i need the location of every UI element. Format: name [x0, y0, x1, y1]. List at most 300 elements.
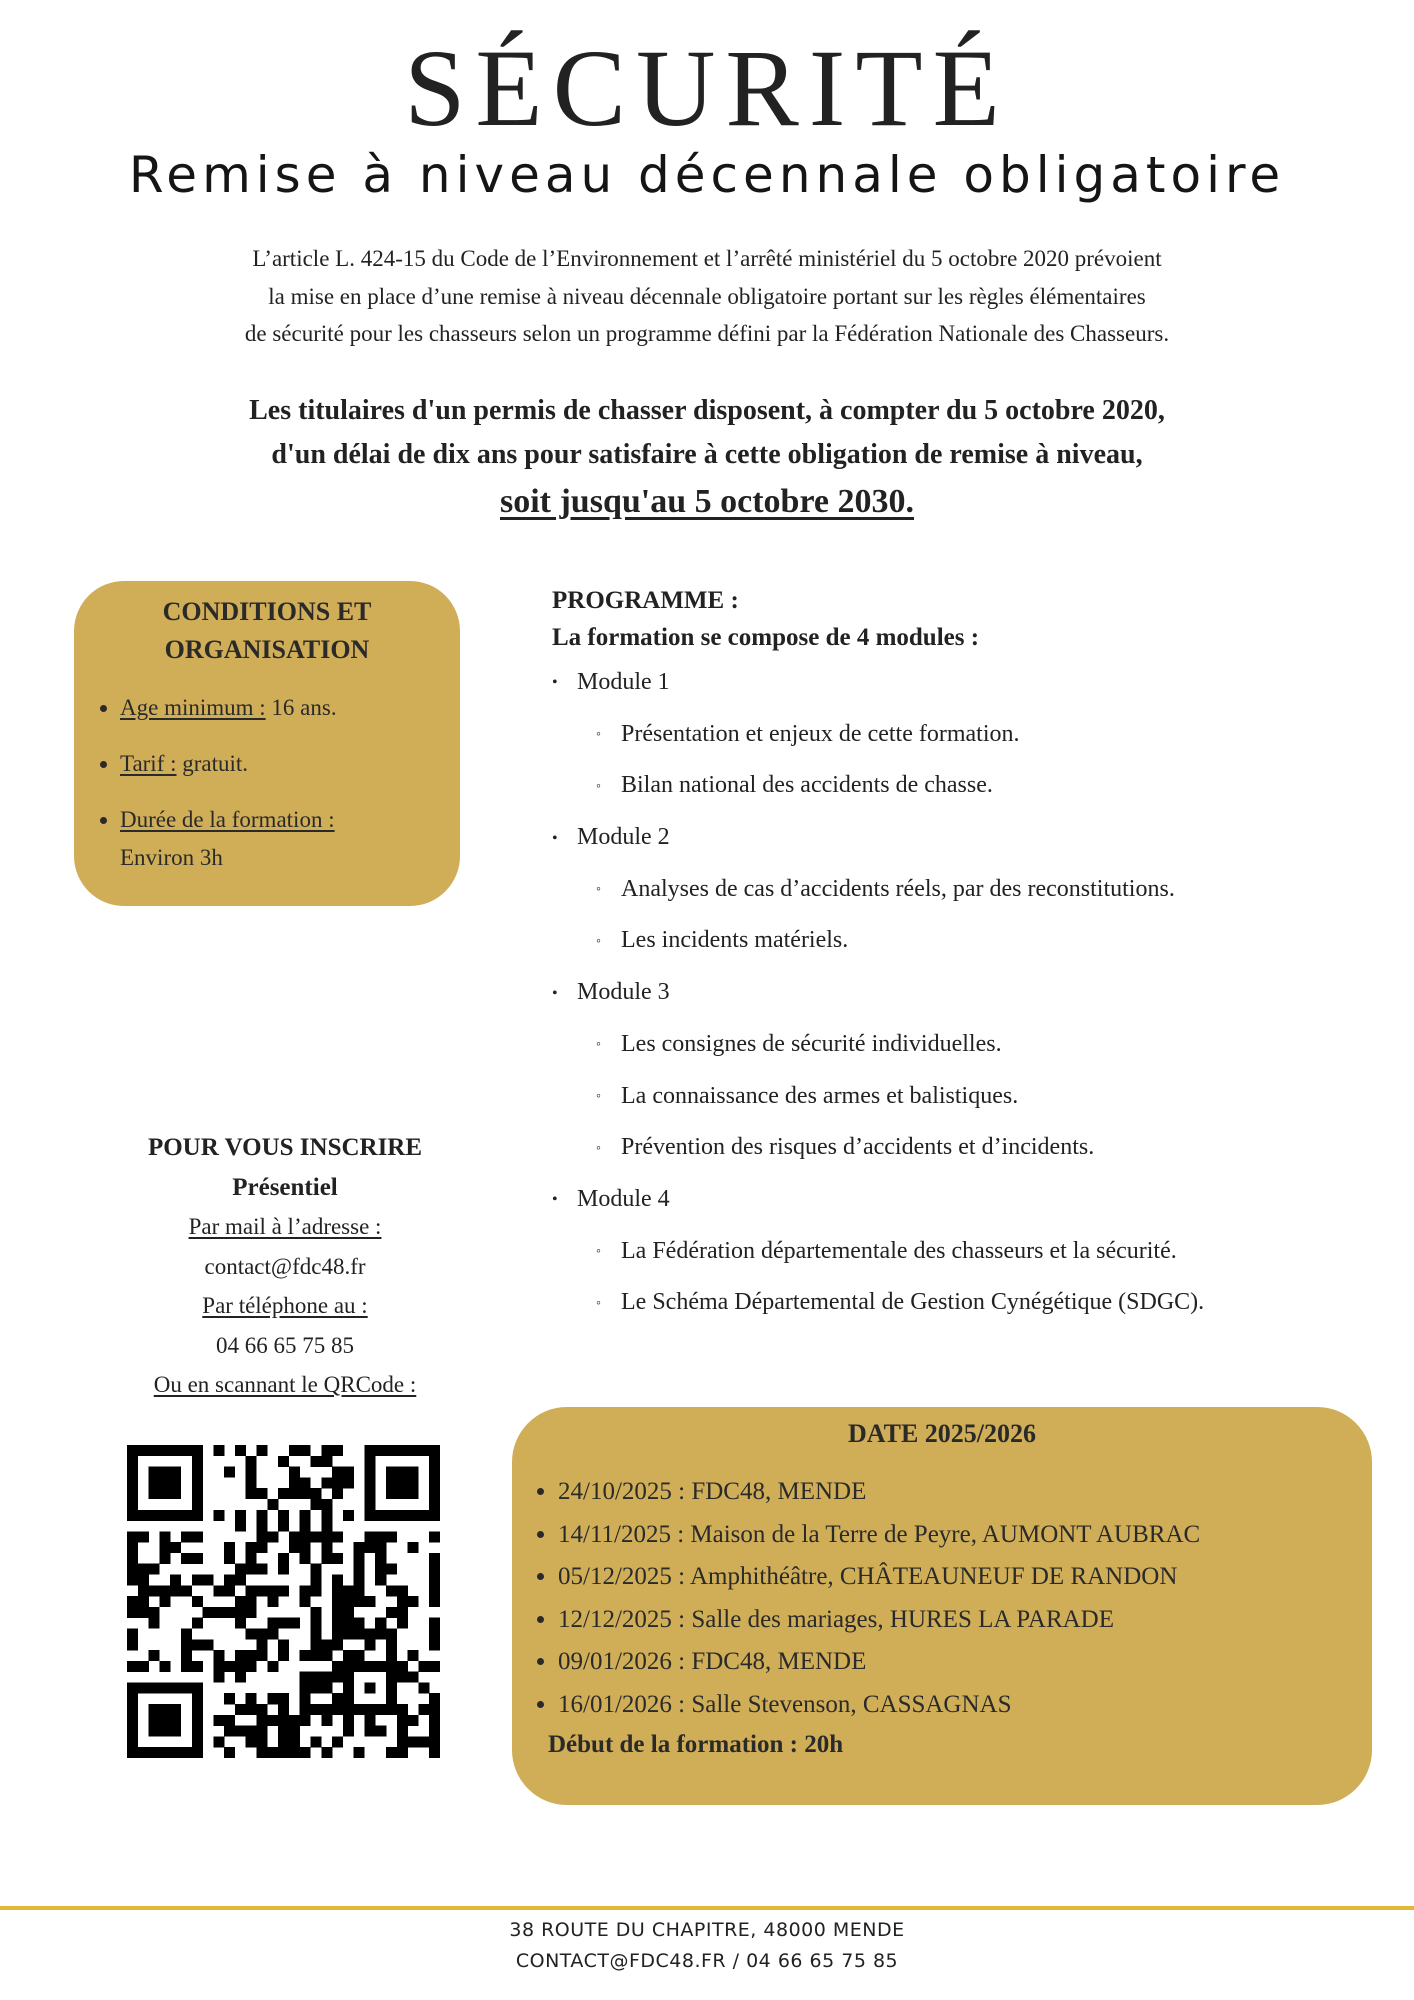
qr-module	[408, 1596, 419, 1607]
qr-module	[386, 1607, 397, 1618]
qr-module	[289, 1488, 300, 1499]
module-item	[552, 663, 1372, 715]
qr-module	[310, 1618, 321, 1629]
qr-module	[321, 1477, 332, 1488]
qr-module	[354, 1650, 365, 1661]
qr-module	[149, 1607, 160, 1618]
qr-module	[159, 1510, 170, 1521]
qr-module	[127, 1553, 138, 1564]
qr-module	[192, 1445, 203, 1456]
qr-module	[343, 1467, 354, 1478]
qr-module	[332, 1672, 343, 1683]
qr-module	[267, 1596, 278, 1607]
qr-module	[310, 1682, 321, 1693]
qr-module	[332, 1445, 343, 1456]
qr-module	[267, 1693, 278, 1704]
qr-module	[386, 1682, 397, 1693]
qr-module	[375, 1661, 386, 1672]
qr-module	[364, 1628, 375, 1639]
qr-module	[127, 1596, 138, 1607]
qr-module	[246, 1542, 257, 1553]
qr-module	[278, 1618, 289, 1629]
qr-module	[213, 1661, 224, 1672]
session-item: • 24/10/2025 : FDC48, MENDE	[558, 1471, 1200, 1514]
qr-module	[375, 1510, 386, 1521]
qr-module	[192, 1510, 203, 1521]
intro-paragraph	[100, 240, 1314, 353]
qr-module	[257, 1585, 268, 1596]
qr-module	[235, 1607, 246, 1618]
qr-module	[170, 1715, 181, 1726]
qr-module	[332, 1596, 343, 1607]
qr-module	[408, 1467, 419, 1478]
qr-module	[408, 1672, 419, 1683]
qr-module	[332, 1477, 343, 1488]
qr-module	[386, 1672, 397, 1683]
qr-module	[235, 1661, 246, 1672]
qr-module	[354, 1585, 365, 1596]
qr-module	[278, 1726, 289, 1737]
qr-module	[278, 1715, 289, 1726]
qr-module	[397, 1488, 408, 1499]
qr-module	[397, 1477, 408, 1488]
qr-module	[235, 1672, 246, 1683]
mail-link[interactable]: contact@fdc48.fr	[204, 1253, 366, 1279]
qr-module	[257, 1704, 268, 1715]
qr-module	[159, 1704, 170, 1715]
qr-module	[257, 1639, 268, 1650]
qr-module	[170, 1704, 181, 1715]
qr-module	[300, 1531, 311, 1542]
qr-module	[310, 1639, 321, 1650]
qr-module	[159, 1585, 170, 1596]
topic-text: Bilan national des accidents de chasse.	[621, 772, 993, 799]
qr-module	[149, 1618, 160, 1629]
qr-module	[246, 1596, 257, 1607]
qr-module	[429, 1467, 440, 1478]
qr-module	[429, 1704, 440, 1715]
qr-module	[235, 1726, 246, 1737]
circle-bullet-icon: ◦	[596, 933, 601, 949]
qr-module	[418, 1682, 429, 1693]
qr-module	[397, 1585, 408, 1596]
qr-module	[386, 1650, 397, 1661]
qr-module	[192, 1661, 203, 1672]
module-topic	[552, 1025, 1372, 1077]
qr-module	[343, 1510, 354, 1521]
tarif-label: Tarif :	[120, 751, 177, 776]
qr-module	[127, 1682, 138, 1693]
qr-module	[418, 1736, 429, 1747]
qr-module	[267, 1628, 278, 1639]
session-item: • 12/12/2025 : Salle des mariages, HURES LA PARADE	[558, 1599, 1200, 1642]
footer	[0, 1915, 1414, 1977]
qr-module	[332, 1618, 343, 1629]
qr-module	[127, 1531, 138, 1542]
qr-module	[181, 1682, 192, 1693]
module-name: Module 3	[577, 979, 670, 1006]
duree-value: Environ 3h	[120, 845, 223, 870]
qr-module	[213, 1672, 224, 1683]
circle-bullet-icon: ◦	[596, 727, 601, 743]
qr-module	[127, 1467, 138, 1478]
qr-module	[429, 1726, 440, 1737]
qr-module	[278, 1564, 289, 1575]
qr-module	[267, 1499, 278, 1510]
qr-module	[192, 1639, 203, 1650]
qr-module	[127, 1661, 138, 1672]
module-topic	[552, 870, 1372, 922]
qr-module	[429, 1585, 440, 1596]
qr-module	[397, 1510, 408, 1521]
dates-title: DATE 2025/2026	[847, 1419, 1037, 1448]
bullet-icon: •	[552, 984, 558, 1002]
qr-module	[386, 1693, 397, 1704]
inscription-mode: Présentiel	[232, 1173, 338, 1201]
qr-module	[289, 1531, 300, 1542]
qr-module	[170, 1747, 181, 1758]
qr-module	[159, 1488, 170, 1499]
qr-module	[127, 1564, 138, 1575]
qr-module	[170, 1575, 181, 1586]
qr-module	[300, 1488, 311, 1499]
qr-module	[310, 1585, 321, 1596]
session-item: • 14/11/2025 : Maison de la Terre de Peyre, AUMONT AUBRAC	[558, 1514, 1200, 1557]
qr-module	[235, 1704, 246, 1715]
qr-module	[321, 1704, 332, 1715]
dates-box	[512, 1407, 1372, 1805]
qr-module	[181, 1531, 192, 1542]
qr-module	[224, 1585, 235, 1596]
qr-module	[278, 1639, 289, 1650]
page-title: SÉCURITÉ	[404, 27, 1010, 149]
qr-module	[364, 1499, 375, 1510]
qr-module	[170, 1542, 181, 1553]
qr-module	[257, 1726, 268, 1737]
qr-module	[192, 1715, 203, 1726]
qr-module	[332, 1628, 343, 1639]
qr-module	[364, 1715, 375, 1726]
qr-module	[246, 1628, 257, 1639]
qr-module	[138, 1510, 149, 1521]
qr-module	[246, 1726, 257, 1737]
modules-list	[552, 663, 1372, 1335]
qr-module	[364, 1726, 375, 1737]
qr-module	[343, 1628, 354, 1639]
qr-module	[375, 1628, 386, 1639]
qr-module	[170, 1726, 181, 1737]
qr-module	[332, 1585, 343, 1596]
qr-module	[213, 1510, 224, 1521]
qr-module	[127, 1639, 138, 1650]
qr-module	[149, 1510, 160, 1521]
qr-module	[149, 1564, 160, 1575]
module-topic	[552, 921, 1372, 973]
qr-module	[159, 1661, 170, 1672]
qr-module	[375, 1542, 386, 1553]
qr-module	[203, 1575, 214, 1586]
qr-module	[138, 1585, 149, 1596]
session-item: • 16/01/2026 : Salle Stevenson, CASSAGNAS	[558, 1684, 1200, 1727]
qr-module	[332, 1467, 343, 1478]
condition-age	[120, 689, 450, 727]
qr-module	[149, 1467, 160, 1478]
qr-module	[354, 1618, 365, 1629]
qr-module	[321, 1672, 332, 1683]
deadline	[0, 478, 1414, 526]
phone-link[interactable]: 04 66 65 75 85	[216, 1332, 354, 1358]
qr-module	[332, 1488, 343, 1499]
qr-module	[397, 1715, 408, 1726]
topic-text: La Fédération départementale des chasseurs et la sécurité.	[621, 1237, 1177, 1264]
qr-module	[192, 1575, 203, 1586]
qr-code[interactable]	[127, 1445, 440, 1758]
qr-module	[354, 1628, 365, 1639]
qr-module	[429, 1531, 440, 1542]
qr-module	[300, 1585, 311, 1596]
circle-bullet-icon: ◦	[596, 1295, 601, 1311]
qr-module	[224, 1715, 235, 1726]
qr-module	[181, 1747, 192, 1758]
qr-module	[364, 1704, 375, 1715]
qr-module	[310, 1564, 321, 1575]
footer-address: 38 ROUTE DU CHAPITRE, 48000 MENDE	[509, 1919, 905, 1941]
qr-module	[181, 1661, 192, 1672]
qr-module	[300, 1596, 311, 1607]
qr-module	[149, 1585, 160, 1596]
qr-module	[364, 1510, 375, 1521]
qr-module	[159, 1531, 170, 1542]
qr-module	[149, 1704, 160, 1715]
circle-bullet-icon: ◦	[596, 1244, 601, 1260]
conditions-title-line-2: ORGANISATION	[164, 635, 370, 664]
qr-module	[364, 1467, 375, 1478]
qr-module	[354, 1596, 365, 1607]
qr-module	[224, 1575, 235, 1586]
qr-module	[386, 1639, 397, 1650]
footer-divider	[0, 1906, 1414, 1910]
qr-module	[364, 1531, 375, 1542]
qr-module	[235, 1596, 246, 1607]
qr-module	[127, 1542, 138, 1553]
qr-module	[224, 1542, 235, 1553]
qr-module	[397, 1736, 408, 1747]
qr-module	[354, 1575, 365, 1586]
qr-module	[408, 1736, 419, 1747]
qr-module	[159, 1553, 170, 1564]
deadline-text: soit jusqu'au 5 octobre 2030.	[499, 483, 915, 520]
programme-header	[552, 582, 979, 656]
qr-module	[278, 1456, 289, 1467]
holders-line-1: Les titulaires d'un permis de chasser disposent, à compter du 5 octobre 2020,	[249, 395, 1165, 426]
qr-module	[332, 1693, 343, 1704]
qr-module	[321, 1715, 332, 1726]
qr-module	[375, 1618, 386, 1629]
module-item	[552, 1180, 1372, 1232]
qr-module	[127, 1726, 138, 1737]
topic-text: Les incidents matériels.	[621, 927, 849, 954]
bullet-icon: •	[552, 1191, 558, 1209]
qr-module	[397, 1726, 408, 1737]
qr-module	[321, 1542, 332, 1553]
qr-module	[321, 1510, 332, 1521]
qr-module	[343, 1715, 354, 1726]
qr-module	[343, 1704, 354, 1715]
qr-module	[235, 1618, 246, 1629]
intro-line: la mise en place d’une remise à niveau décennale obligatoire portant sur les règles élémentaires	[268, 283, 1146, 309]
qr-module	[364, 1456, 375, 1467]
qr-module	[138, 1747, 149, 1758]
qr-module	[289, 1445, 300, 1456]
qr-module	[149, 1682, 160, 1693]
qr-module	[257, 1542, 268, 1553]
qr-module	[300, 1445, 311, 1456]
conditions-list	[96, 689, 450, 895]
qr-module	[213, 1445, 224, 1456]
qr-module	[224, 1726, 235, 1737]
qr-module	[397, 1618, 408, 1629]
qr-module	[170, 1510, 181, 1521]
qr-module	[429, 1564, 440, 1575]
qr-module	[300, 1704, 311, 1715]
qr-module	[149, 1445, 160, 1456]
qr-module	[418, 1510, 429, 1521]
qr-module	[246, 1661, 257, 1672]
qr-module	[375, 1564, 386, 1575]
qr-module	[224, 1693, 235, 1704]
qr-module	[321, 1639, 332, 1650]
qr-module	[310, 1628, 321, 1639]
qr-module	[300, 1715, 311, 1726]
qr-module	[127, 1704, 138, 1715]
intro-line: L’article L. 424-15 du Code de l’Environnement et l’arrêté ministériel du 5 octobre 2020 prévoient	[252, 246, 1162, 271]
qr-module	[257, 1531, 268, 1542]
qr-module	[213, 1607, 224, 1618]
module-topic	[552, 1128, 1372, 1180]
condition-tarif	[120, 745, 450, 783]
qr-module	[397, 1596, 408, 1607]
qr-module	[343, 1596, 354, 1607]
qr-module	[170, 1477, 181, 1488]
qr-module	[310, 1488, 321, 1499]
qr-module	[127, 1628, 138, 1639]
conditions-box	[74, 581, 460, 906]
qr-module	[170, 1467, 181, 1478]
qr-module	[321, 1553, 332, 1564]
qr-module	[418, 1445, 429, 1456]
module-item	[552, 973, 1372, 1025]
mail-label: Par mail à l’adresse :	[188, 1214, 382, 1239]
qr-module	[246, 1564, 257, 1575]
qr-module	[386, 1467, 397, 1478]
qr-module	[364, 1661, 375, 1672]
programme-title: PROGRAMME :	[552, 587, 739, 614]
session-item: • 09/01/2026 : FDC48, MENDE	[558, 1641, 1200, 1684]
qr-module	[429, 1639, 440, 1650]
inscription-section	[100, 1128, 470, 1405]
module-name: Module 1	[577, 669, 670, 695]
qr-label: Ou en scannant le QRCode :	[153, 1372, 417, 1397]
qr-module	[235, 1445, 246, 1456]
qr-module	[408, 1650, 419, 1661]
qr-module	[429, 1456, 440, 1467]
qr-module	[192, 1488, 203, 1499]
page-subtitle: Remise à niveau décennale obligatoire	[128, 146, 1286, 204]
qr-module	[159, 1542, 170, 1553]
qr-module	[159, 1682, 170, 1693]
qr-module	[267, 1661, 278, 1672]
qr-module	[170, 1585, 181, 1596]
qr-module	[300, 1510, 311, 1521]
qr-module	[386, 1747, 397, 1758]
qr-module	[278, 1521, 289, 1532]
qr-module	[257, 1628, 268, 1639]
qr-module	[138, 1531, 149, 1542]
qr-module	[375, 1445, 386, 1456]
conditions-title-line-1: CONDITIONS ET	[162, 597, 372, 626]
qr-module	[343, 1607, 354, 1618]
qr-module	[278, 1704, 289, 1715]
circle-bullet-icon: ◦	[596, 1037, 601, 1053]
qr-module	[429, 1510, 440, 1521]
qr-module	[321, 1521, 332, 1532]
qr-module	[127, 1736, 138, 1747]
qr-module	[149, 1488, 160, 1499]
qr-module	[246, 1607, 257, 1618]
qr-module	[235, 1521, 246, 1532]
qr-module	[375, 1553, 386, 1564]
qr-module	[321, 1747, 332, 1758]
qr-module	[192, 1456, 203, 1467]
qr-module	[321, 1682, 332, 1693]
intro-line: de sécurité pour les chasseurs selon un programme défini par la Fédération Nationale des Chasseurs.	[244, 321, 1170, 346]
qr-module	[343, 1726, 354, 1737]
qr-module	[386, 1704, 397, 1715]
qr-module	[127, 1488, 138, 1499]
qr-module	[429, 1499, 440, 1510]
tarif-value: gratuit.	[182, 751, 249, 776]
qr-module	[213, 1585, 224, 1596]
qr-module	[278, 1553, 289, 1564]
qr-module	[213, 1650, 224, 1661]
qr-module	[159, 1715, 170, 1726]
qr-module	[289, 1726, 300, 1737]
qr-module	[127, 1747, 138, 1758]
qr-module	[192, 1726, 203, 1737]
qr-module	[149, 1477, 160, 1488]
qr-module	[408, 1510, 419, 1521]
qr-module	[289, 1542, 300, 1553]
qr-module	[343, 1693, 354, 1704]
topic-text: Le Schéma Départemental de Gestion Cynégétique (SDGC).	[621, 1289, 1205, 1316]
qr-module	[149, 1650, 160, 1661]
qr-module	[364, 1682, 375, 1693]
circle-bullet-icon: ◦	[596, 1140, 601, 1156]
qr-module	[375, 1704, 386, 1715]
qr-module	[386, 1477, 397, 1488]
qr-module	[429, 1736, 440, 1747]
qr-module	[170, 1445, 181, 1456]
qr-module	[397, 1445, 408, 1456]
bullet-icon: •	[552, 674, 558, 692]
qr-module	[321, 1456, 332, 1467]
qr-module	[386, 1531, 397, 1542]
qr-module	[246, 1736, 257, 1747]
qr-module	[300, 1521, 311, 1532]
qr-module	[257, 1747, 268, 1758]
qr-module	[127, 1477, 138, 1488]
qr-module	[354, 1704, 365, 1715]
